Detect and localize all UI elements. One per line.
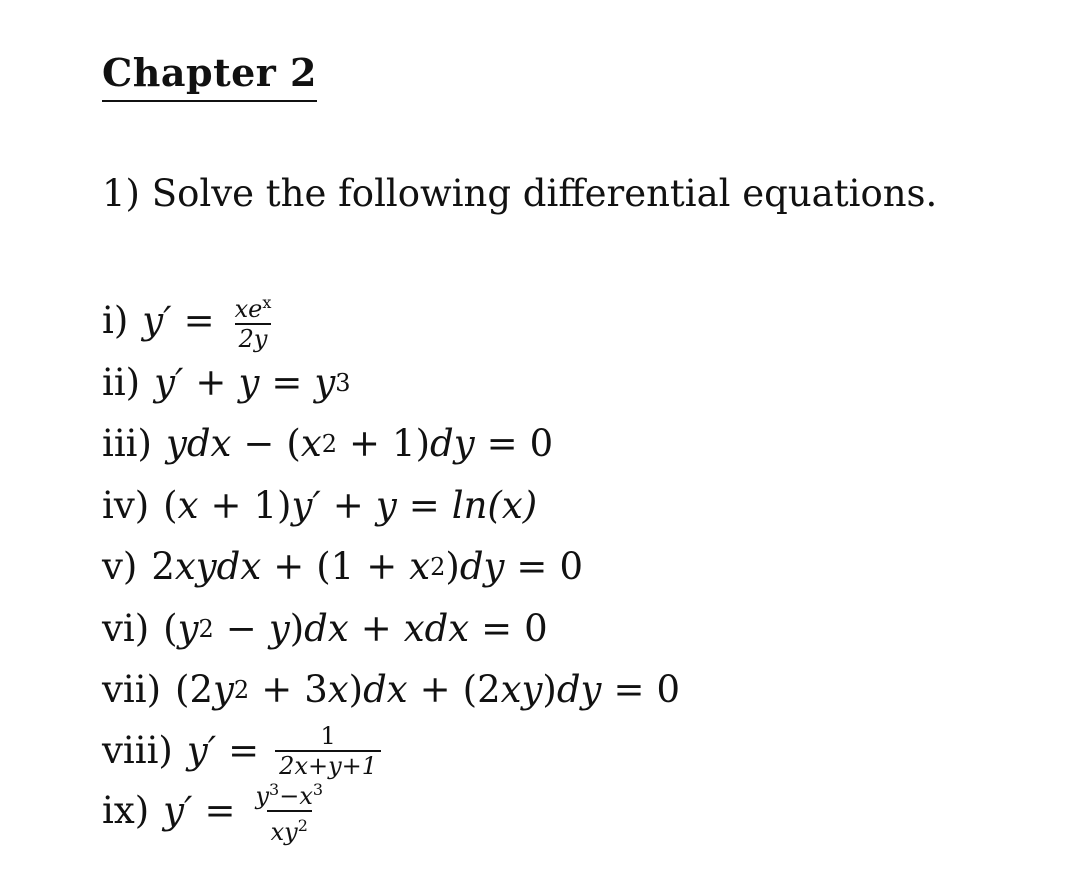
- math-term: y′: [154, 360, 184, 404]
- math-number: 2: [151, 545, 175, 589]
- math-term: y: [177, 606, 199, 650]
- math-number: 3: [304, 668, 328, 712]
- exponent: 2: [198, 614, 214, 643]
- equation-label: viii): [102, 729, 173, 772]
- exponent: 3: [269, 780, 280, 799]
- exponent: 3: [312, 780, 324, 799]
- exponent: x: [262, 293, 272, 312]
- question-prompt: 1) Solve the following differential equations.: [102, 172, 938, 215]
- fraction-denominator: 2y: [235, 323, 272, 352]
- equation-iv: [102, 475, 1002, 537]
- fraction-denominator: $xy^2$: [267, 810, 312, 845]
- open-paren: (: [175, 668, 190, 712]
- plus-sign: +: [273, 545, 305, 589]
- math-number: 2: [189, 668, 213, 712]
- open-paren: (: [286, 422, 301, 466]
- equals-sign: =: [613, 668, 645, 712]
- math-term: dy: [459, 545, 505, 589]
- fraction-numerator: $y^3-x^3$: [255, 780, 324, 810]
- math-term: ln(x): [451, 483, 538, 527]
- exponent: 2: [430, 553, 446, 582]
- math-term: x: [177, 483, 199, 527]
- equation-label: ii): [102, 360, 141, 404]
- equation-label: vii): [102, 668, 162, 712]
- fraction: [251, 777, 327, 845]
- plus-sign: +: [419, 668, 451, 712]
- fraction: [231, 290, 276, 352]
- equation-lhs: y′: [186, 729, 217, 772]
- math-number: 1: [392, 422, 416, 466]
- math-term: y: [375, 483, 397, 527]
- math-term: xydx: [174, 545, 262, 589]
- equation-lhs: y′: [163, 789, 193, 832]
- plus-sign: +: [332, 483, 364, 527]
- equals-sign: =: [516, 545, 548, 589]
- equation-lhs: y′: [142, 299, 172, 342]
- equation-i: [102, 290, 1002, 352]
- math-term: y′: [291, 483, 321, 527]
- equation-list: [102, 290, 1002, 846]
- plus-sign: +: [195, 360, 227, 404]
- open-paren: (: [462, 668, 478, 712]
- math-term: xdx: [403, 606, 470, 650]
- equation-label: iii): [102, 422, 152, 466]
- open-paren: (: [316, 545, 331, 589]
- equation-label: vi): [102, 606, 150, 650]
- equals-sign: =: [271, 360, 303, 404]
- math-term: xy: [500, 668, 543, 712]
- math-term: dx: [304, 606, 349, 650]
- fraction: [275, 723, 381, 779]
- open-paren: (: [163, 606, 178, 650]
- equals-sign: =: [481, 606, 513, 650]
- equals-sign: =: [486, 422, 518, 466]
- plus-sign: +: [360, 606, 392, 650]
- fraction-denominator: 2x+y+1: [275, 750, 381, 779]
- close-paren: ): [289, 606, 305, 650]
- math-term: x: [409, 545, 431, 589]
- math-term: dy: [430, 422, 475, 466]
- minus-sign: −: [225, 606, 257, 650]
- math-term: y: [314, 360, 336, 404]
- open-paren: (: [163, 483, 178, 527]
- minus-sign: −: [243, 422, 275, 466]
- close-paren: ): [277, 483, 292, 527]
- equals-sign: =: [228, 729, 260, 772]
- math-term: y: [238, 360, 260, 404]
- math-term: ydx: [165, 422, 232, 466]
- equation-v: [102, 537, 1002, 599]
- exponent: 2: [321, 430, 338, 459]
- equation-ii: [102, 352, 1002, 414]
- equation-label: v): [102, 545, 138, 589]
- math-term: dy: [556, 668, 602, 712]
- equation-iii: [102, 414, 1002, 476]
- fraction-numerator: $xe^x$: [234, 293, 272, 323]
- math-term: y: [268, 606, 290, 650]
- equation-label: ix): [102, 789, 150, 832]
- math-number: 0: [656, 668, 680, 712]
- math-term: dx: [363, 668, 408, 712]
- close-paren: ): [348, 668, 364, 712]
- math-number: 0: [529, 422, 554, 466]
- math-term: y: [213, 668, 234, 712]
- exponent: 2: [297, 816, 308, 835]
- plus-sign: +: [261, 668, 293, 712]
- math-number: 0: [524, 606, 548, 650]
- close-paren: ): [415, 422, 431, 466]
- math-term: x: [327, 668, 349, 712]
- equation-label: iv): [102, 483, 150, 527]
- exponent: 3: [335, 368, 351, 397]
- plus-sign: +: [349, 422, 381, 466]
- minus-sign: −: [279, 782, 300, 810]
- equation-viii: [102, 721, 1002, 781]
- math-number: 1: [253, 483, 278, 527]
- equation-label: i): [102, 299, 129, 342]
- equation-vii: [102, 660, 1002, 722]
- close-paren: ): [542, 668, 557, 712]
- fraction-numerator: 1: [320, 722, 336, 750]
- math-number: 1: [330, 545, 355, 589]
- equals-sign: =: [408, 483, 440, 527]
- chapter-heading: Chapter 2: [102, 50, 317, 102]
- equals-sign: =: [183, 299, 215, 342]
- equals-sign: =: [204, 789, 236, 832]
- plus-sign: +: [210, 483, 242, 527]
- math-number: 0: [559, 545, 583, 589]
- math-term: x: [300, 422, 322, 466]
- math-number: 2: [477, 668, 501, 712]
- equation-ix: [102, 780, 1002, 846]
- plus-sign: +: [366, 545, 398, 589]
- close-paren: ): [445, 545, 460, 589]
- equation-vi: [102, 598, 1002, 660]
- exponent: 2: [233, 676, 250, 705]
